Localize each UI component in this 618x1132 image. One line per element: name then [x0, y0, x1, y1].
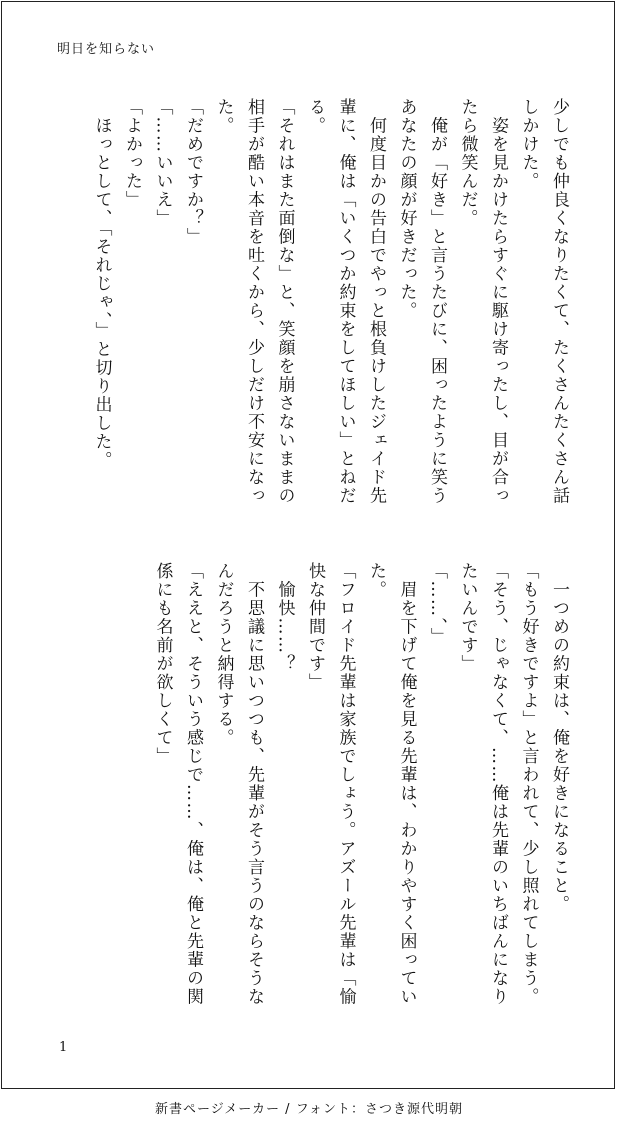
paragraph: 何度目かの告白でやっと根負けしたジェイド先輩に、俺は「いくつか約束をしてほしい」とねだる。 — [305, 98, 386, 505]
dialogue-line: 「フロイド先輩は家族でしょう。アズール先輩は「愉快な仲間です」 — [305, 562, 356, 1006]
page-number: 1 — [59, 1040, 68, 1055]
paragraph: 眉を下げて俺を見る先輩は、わかりやすく困っていた。 — [366, 562, 417, 1006]
paragraph: 姿を見かけたらすぐに駆け寄ったし、目が合ったら微笑んだ。 — [457, 98, 508, 505]
dialogue-line: 「そう、じゃなくて、……俺は先輩のいちばんになりたいんです」 — [457, 562, 508, 1006]
upper-text-column — [29, 98, 574, 516]
running-title: 明日を知らない — [57, 42, 156, 57]
dialogue-line: 「だめですか？」 — [183, 98, 203, 246]
paragraph: 愉快……？ — [274, 562, 295, 673]
paragraph: 少しでも仲良くなりたくて、たくさんたくさん話しかけた。 — [518, 98, 569, 505]
paragraph: 不思議に思いつつも、先輩がそう言うのならそうなんだろうと納得する。 — [213, 562, 264, 1006]
paragraph: 「それはまた面倒な」と、笑顔を崩さないままの相手が酷い本音を吐くから、少しだけ不安になった。 — [213, 98, 295, 505]
page-frame — [1, 1, 615, 1089]
dialogue-line: 「……、」 — [427, 562, 447, 646]
footer-credit: 新書ページメーカー / フォント：さつき源代明朝 — [154, 1102, 464, 1117]
paragraph: ほっとして、「それじゃ、」と切り出した。 — [91, 98, 112, 470]
paragraph: 一つめの約束は、俺を好きになること。 — [549, 562, 569, 914]
dialogue-line: 「ええと、そういう感じで……、俺は、俺と先輩の関係にも名前が欲しくて」 — [152, 562, 203, 1006]
dialogue-line: 「……いいえ」 — [152, 98, 173, 228]
lower-text-column — [29, 562, 574, 1009]
dialogue-line: 「もう好きですよ」と言われて、少し照れてしまう。 — [518, 562, 539, 1006]
dialogue-line: 「よかった」 — [122, 98, 142, 209]
paragraph: 俺が「好き」と言うたびに、困ったように笑うあなたの顔が好きだった。 — [396, 98, 447, 505]
